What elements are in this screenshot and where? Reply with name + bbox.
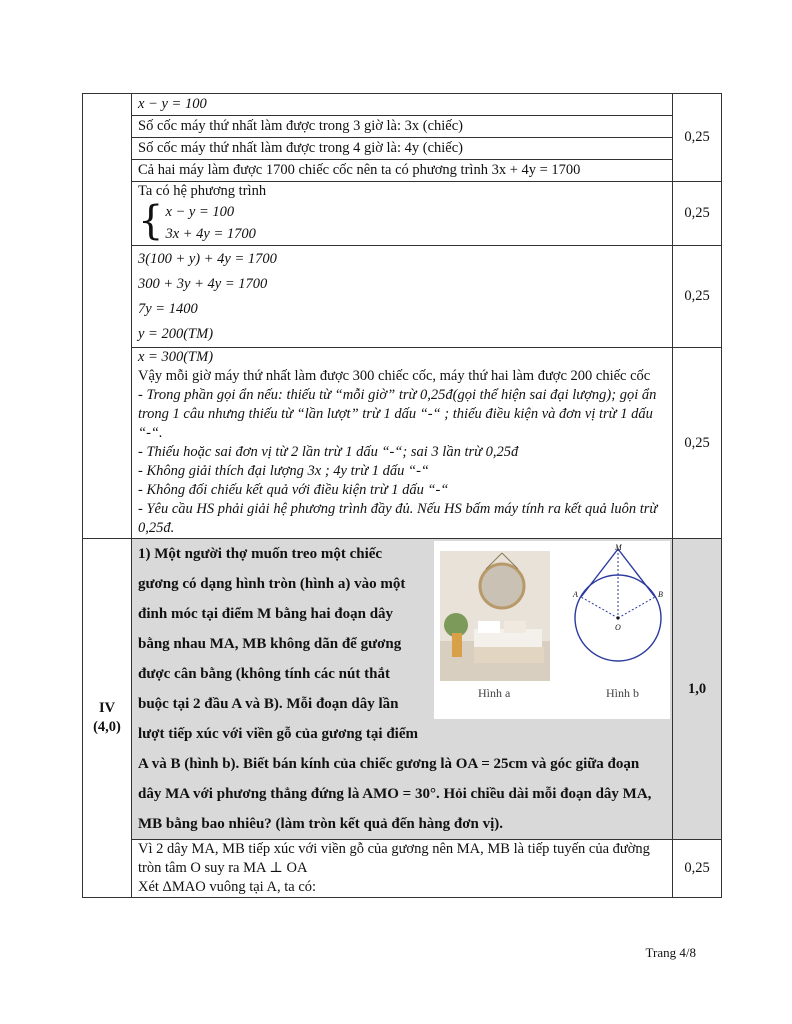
r6-score	[673, 840, 722, 898]
label-b: B	[658, 590, 663, 599]
r4-note-4: - Yêu cầu HS phải giải hệ phương trình đầy đủ. Nếu HS bấm máy tính ra kết quả luôn trừ 0,25đ.	[138, 501, 658, 536]
section-points: (4,0)	[93, 719, 121, 735]
q4-score-text: 1,0	[687, 680, 707, 697]
r3-line-2: 7y = 1400	[138, 301, 198, 317]
r4-note-2: - Không giải thích đại lượng 3x ; 4y trừ 1 dấu “-“	[138, 463, 429, 479]
r4-conclusion: Vậy mỗi giờ máy thứ nhất làm được 300 chiếc cốc, máy thứ hai làm được 200 chiếc cốc	[138, 368, 651, 384]
r2-score-text: 0,25	[684, 205, 710, 221]
r1-line-3: Cả hai máy làm được 1700 chiếc cốc nên ta có phương trình 3x + 4y = 1700	[138, 162, 581, 178]
r4-note-0: - Trong phần gọi ẩn nếu: thiếu từ “mỗi giờ” trừ 0,25đ(gọi thể hiện sai đại lượng); gọi ẩn trong 1 câu nhưng thiếu từ “lần lượt” trừ 1 dấu “-“ ; thiếu điều kiện và đơn vị trừ 1 dấu “-“.	[138, 387, 657, 441]
r3-score	[673, 246, 722, 348]
answer-table	[82, 93, 722, 898]
r1-line-0: x − y = 100	[132, 94, 672, 116]
r4-line1: x = 300(TM)	[138, 349, 214, 365]
label-o: O	[615, 623, 621, 632]
r3-line-1: 300 + 3y + 4y = 1700	[138, 276, 268, 292]
r2-eq2: 3x + 4y = 1700	[165, 226, 256, 242]
r4-score	[673, 348, 722, 539]
mirror-figure	[434, 541, 670, 719]
r6-line1: Vì 2 dây MA, MB tiếp xúc với viền gỗ của gương nên MA, MB là tiếp tuyến của đường tròn tâm O suy ra MA ⊥ OA	[138, 841, 650, 876]
label-m: M	[615, 543, 622, 552]
q4-problem-text: 1) Một người thợ muốn treo một chiếc gương có dạng hình tròn (hình a) vào một đinh móc tại điểm M bằng hai đoạn dây bằng nhau MA, MB không dãn để gương được cân bằng (không tính các nút thắt buộc tại 2 đầu A và B). Mỗi đoạn dây lần lượt tiếp xúc với viền gỗ của gương tại điểm A và B (hình b). Biết bán kính của chiếc gương là OA = 25cm và góc giữa đoạn dây MA với phương thẳng đứng là AMO = 30°. Hỏi chiều dài mỗi đoạn dây MA, MB bằng bao nhiêu? (làm tròn kết quả đến hàng đơn vị).	[138, 546, 652, 832]
section-roman: IV	[98, 700, 116, 716]
r3-content	[132, 246, 673, 348]
q4-score	[673, 539, 722, 840]
fig-a-label: Hình a	[478, 686, 511, 700]
label-a: A	[573, 590, 578, 599]
r3-line-0: 3(100 + y) + 4y = 1700	[138, 251, 277, 267]
r4-score-text: 0,25	[684, 434, 710, 451]
r6-line2: Xét ΔMAO vuông tại A, ta có:	[138, 879, 317, 895]
r1-score	[673, 94, 722, 182]
q4-problem	[132, 539, 673, 840]
r4-content	[132, 348, 673, 539]
r1-line-2: Số cốc máy thứ nhất làm được trong 4 giờ là: 4y (chiếc)	[132, 138, 672, 160]
r4-note-3: - Không đối chiếu kết quả với điều kiện trừ 1 dấu “-“	[138, 482, 449, 498]
section-iv-label	[83, 539, 132, 898]
r1-score-text: 0,25	[684, 129, 710, 145]
r1-line-1: Số cốc máy thứ nhất làm được trong 3 giờ là: 3x (chiếc)	[132, 116, 672, 138]
bedroom-photo	[440, 551, 550, 681]
r2-score	[673, 182, 722, 246]
r1-content	[132, 94, 673, 182]
system-brace: {	[138, 198, 164, 244]
section-cell-empty	[83, 94, 132, 539]
r3-line-3: y = 200(TM)	[138, 326, 214, 342]
r2-content	[132, 182, 673, 246]
r2-intro: Ta có hệ phương trình	[138, 183, 267, 199]
r2-system	[138, 198, 666, 245]
r4-note-1: - Thiếu hoặc sai đơn vị từ 2 lần trừ 1 dấu “-“; sai 3 lần trừ 0,25đ	[138, 444, 519, 460]
page-number: Trang 4/8	[645, 945, 696, 960]
r6-content	[132, 840, 673, 898]
figure-svg	[434, 541, 670, 719]
r6-score-text: 0,25	[684, 860, 710, 876]
fig-b-label: Hình b	[606, 686, 639, 700]
r2-eq1: x − y = 100	[165, 204, 235, 220]
r3-score-text: 0,25	[684, 288, 710, 304]
